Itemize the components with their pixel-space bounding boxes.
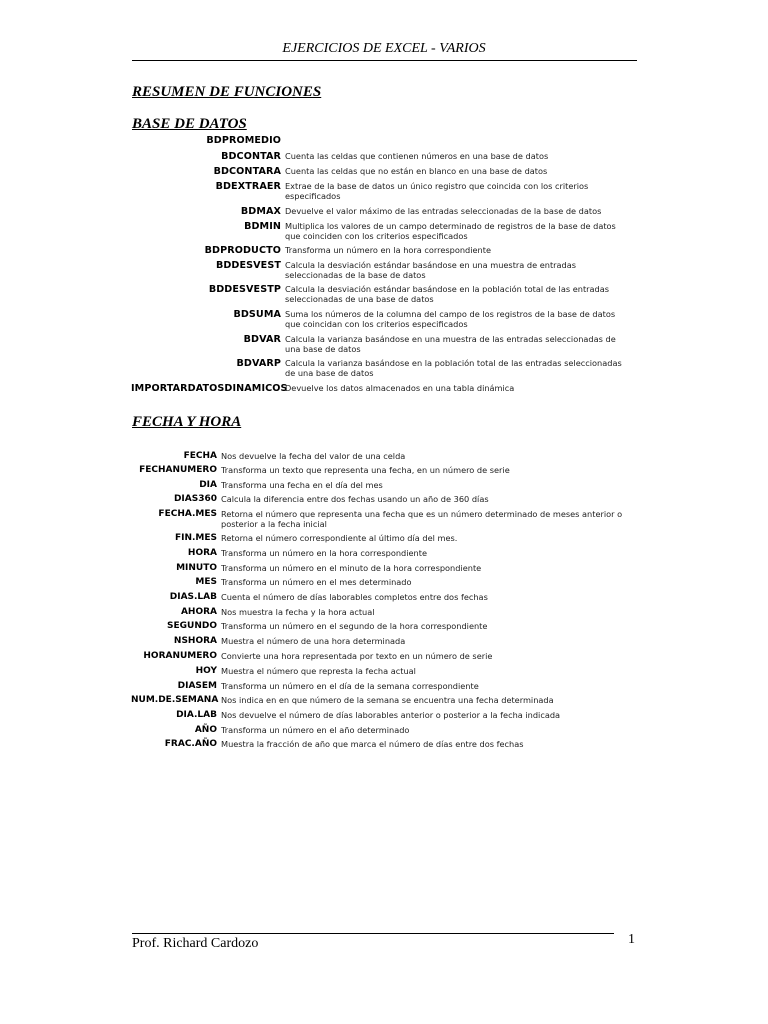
function-description: Muestra la fracción de año que marca el número de días entre dos fechas bbox=[221, 739, 524, 749]
function-name: DIASEM bbox=[177, 681, 217, 691]
function-name: DIAS.LAB bbox=[169, 592, 217, 602]
function-description: Transforma un número en el minuto de la hora correspondiente bbox=[221, 563, 482, 573]
function-entry bbox=[131, 284, 630, 304]
function-description: Transforma un número en el año determinado bbox=[221, 725, 410, 735]
function-name: BDPRODUCTO bbox=[204, 245, 281, 256]
function-entry bbox=[131, 151, 630, 162]
function-name: BDVAR bbox=[243, 334, 281, 345]
function-description: Devuelve el valor máximo de las entradas seleccionadas de la base de datos bbox=[285, 206, 602, 216]
function-description: Cuenta las celdas que no están en blanco en una base de datos bbox=[285, 166, 548, 176]
function-description: Transforma un número en la hora correspondiente bbox=[221, 548, 427, 558]
function-name: BDDESVESTP bbox=[208, 284, 281, 295]
function-entry bbox=[131, 607, 641, 617]
function-description: Nos devuelve el número de días laborables anterior o posterior a la fecha indicada bbox=[221, 710, 561, 720]
function-entry bbox=[131, 465, 641, 475]
footer-rule bbox=[132, 933, 614, 934]
function-description: Multiplica los valores de un campo determinado de registros de la base de datos que coinciden con los criterios especificados bbox=[285, 221, 616, 242]
function-description: Transforma una fecha en el día del mes bbox=[221, 480, 383, 490]
function-name: AÑO bbox=[194, 725, 217, 735]
function-name: NSHORA bbox=[173, 636, 217, 646]
function-description: Transforma un texto que representa una fecha, en un número de serie bbox=[221, 465, 510, 475]
page-number: 1 bbox=[628, 932, 635, 947]
function-entry bbox=[131, 651, 641, 661]
function-description: Calcula la varianza basándose en una muestra de las entradas seleccionadas de una base de datos bbox=[285, 334, 616, 355]
function-name: HORA bbox=[187, 548, 217, 558]
function-name: DIAS360 bbox=[173, 494, 217, 504]
function-description: Retorna el número correspondiente al último día del mes. bbox=[221, 533, 458, 543]
function-entry bbox=[131, 383, 630, 394]
function-entry bbox=[131, 636, 641, 646]
function-name: IMPORTARDATOSDINAMICOS bbox=[131, 383, 288, 394]
function-name: FECHA.MES bbox=[158, 509, 217, 519]
section-title-resumen: RESUMEN DE FUNCIONES bbox=[132, 84, 322, 100]
function-description: Nos muestra la fecha y la hora actual bbox=[221, 607, 375, 617]
function-description: Calcula la varianza basándose en la población total de las entradas seleccionadas de una base de datos bbox=[285, 358, 622, 379]
function-name: BDMIN bbox=[244, 221, 281, 232]
function-name: FECHANUMERO bbox=[139, 465, 217, 475]
function-name: DIA.LAB bbox=[176, 710, 217, 720]
function-name: MINUTO bbox=[176, 563, 217, 573]
function-entry bbox=[131, 739, 641, 749]
function-entry bbox=[131, 695, 641, 705]
function-description: Retorna el número que representa una fecha que es un número determinado de meses anterior o posterior a la fecha inicial bbox=[221, 509, 623, 530]
function-description: Calcula la desviación estándar basándose en una muestra de entradas seleccionadas de la base de datos bbox=[285, 260, 577, 281]
function-name: BDSUMA bbox=[233, 309, 281, 320]
function-description: Nos devuelve la fecha del valor de una celda bbox=[221, 451, 406, 461]
function-entry bbox=[131, 358, 630, 378]
header-rule bbox=[132, 60, 637, 61]
function-name: BDMAX bbox=[240, 206, 281, 217]
function-entry bbox=[131, 666, 641, 676]
function-entry bbox=[131, 621, 641, 631]
function-description: Transforma un número en el segundo de la hora correspondiente bbox=[221, 621, 488, 631]
page-header-title: EJERCICIOS DE EXCEL - VARIOS bbox=[282, 41, 486, 56]
section-title-base-de-datos: BASE DE DATOS bbox=[132, 116, 247, 132]
function-name: HORANUMERO bbox=[143, 651, 217, 661]
function-name: HOY bbox=[195, 666, 217, 676]
function-description: Suma los números de la columna del campo de los registros de la base de datos que coincidan con los criterios especificados bbox=[285, 309, 616, 330]
function-name: BDEXTRAER bbox=[215, 181, 281, 192]
function-entry bbox=[131, 221, 630, 241]
function-entry bbox=[131, 451, 641, 461]
section-title-fecha-y-hora: FECHA Y HORA bbox=[132, 414, 242, 430]
function-description: Muestra el número de una hora determinada bbox=[221, 636, 406, 646]
function-description: Transforma un número en la hora correspondiente bbox=[285, 245, 491, 255]
function-name: DIA bbox=[199, 480, 217, 490]
function-description: Cuenta el número de días laborables completos entre dos fechas bbox=[221, 592, 488, 602]
function-entry bbox=[131, 260, 630, 280]
function-description: Calcula la diferencia entre dos fechas usando un año de 360 días bbox=[221, 494, 489, 504]
function-entry bbox=[131, 309, 630, 329]
function-name: FRAC.AÑO bbox=[164, 739, 217, 749]
function-description: Cuenta las celdas que contienen números en una base de datos bbox=[285, 151, 549, 161]
function-name: FECHA bbox=[183, 451, 217, 461]
function-description: Extrae de la base de datos un único registro que coincida con los criterios especificados bbox=[285, 181, 589, 202]
function-entry bbox=[131, 725, 641, 735]
function-entry bbox=[131, 681, 641, 691]
function-entry bbox=[131, 592, 641, 602]
function-description: Calcula la desviación estándar basándose en la población total de las entradas seleccionadas de una base de datos bbox=[285, 284, 610, 305]
function-name: BDPROMEDIO bbox=[206, 135, 281, 146]
function-description: Devuelve los datos almacenados en una tabla dinámica bbox=[285, 383, 515, 393]
function-name: BDCONTARA bbox=[213, 166, 281, 177]
function-entry bbox=[131, 245, 630, 256]
function-entry bbox=[131, 509, 641, 529]
function-entry bbox=[131, 710, 641, 720]
function-entry bbox=[131, 480, 641, 490]
function-entry bbox=[131, 548, 641, 558]
function-entry bbox=[131, 206, 630, 217]
function-entry bbox=[131, 533, 641, 543]
function-entry bbox=[131, 181, 630, 201]
function-name: BDVARP bbox=[236, 358, 281, 369]
function-entry bbox=[131, 135, 630, 146]
function-name: BDDESVEST bbox=[215, 260, 281, 271]
function-name: FIN.MES bbox=[174, 533, 217, 543]
function-name: NUM.DE.SEMANA bbox=[131, 695, 219, 705]
function-name: AHORA bbox=[180, 607, 217, 617]
function-description: Transforma un número en el mes determinado bbox=[221, 577, 412, 587]
function-name: MES bbox=[195, 577, 217, 587]
function-entry bbox=[131, 334, 630, 354]
function-description: Transforma un número en el día de la semana correspondiente bbox=[221, 681, 479, 691]
function-description: Convierte una hora representada por texto en un número de serie bbox=[221, 651, 493, 661]
function-description: Nos indica en en que número de la semana se encuentra una fecha determinada bbox=[221, 695, 554, 705]
function-entry bbox=[131, 563, 641, 573]
function-entry bbox=[131, 166, 630, 177]
function-entry bbox=[131, 494, 641, 504]
function-name: BDCONTAR bbox=[221, 151, 281, 162]
function-description: Muestra el número que represta la fecha actual bbox=[221, 666, 416, 676]
footer-author: Prof. Richard Cardozo bbox=[132, 936, 259, 951]
function-name: SEGUNDO bbox=[167, 621, 217, 631]
function-entry bbox=[131, 577, 641, 587]
